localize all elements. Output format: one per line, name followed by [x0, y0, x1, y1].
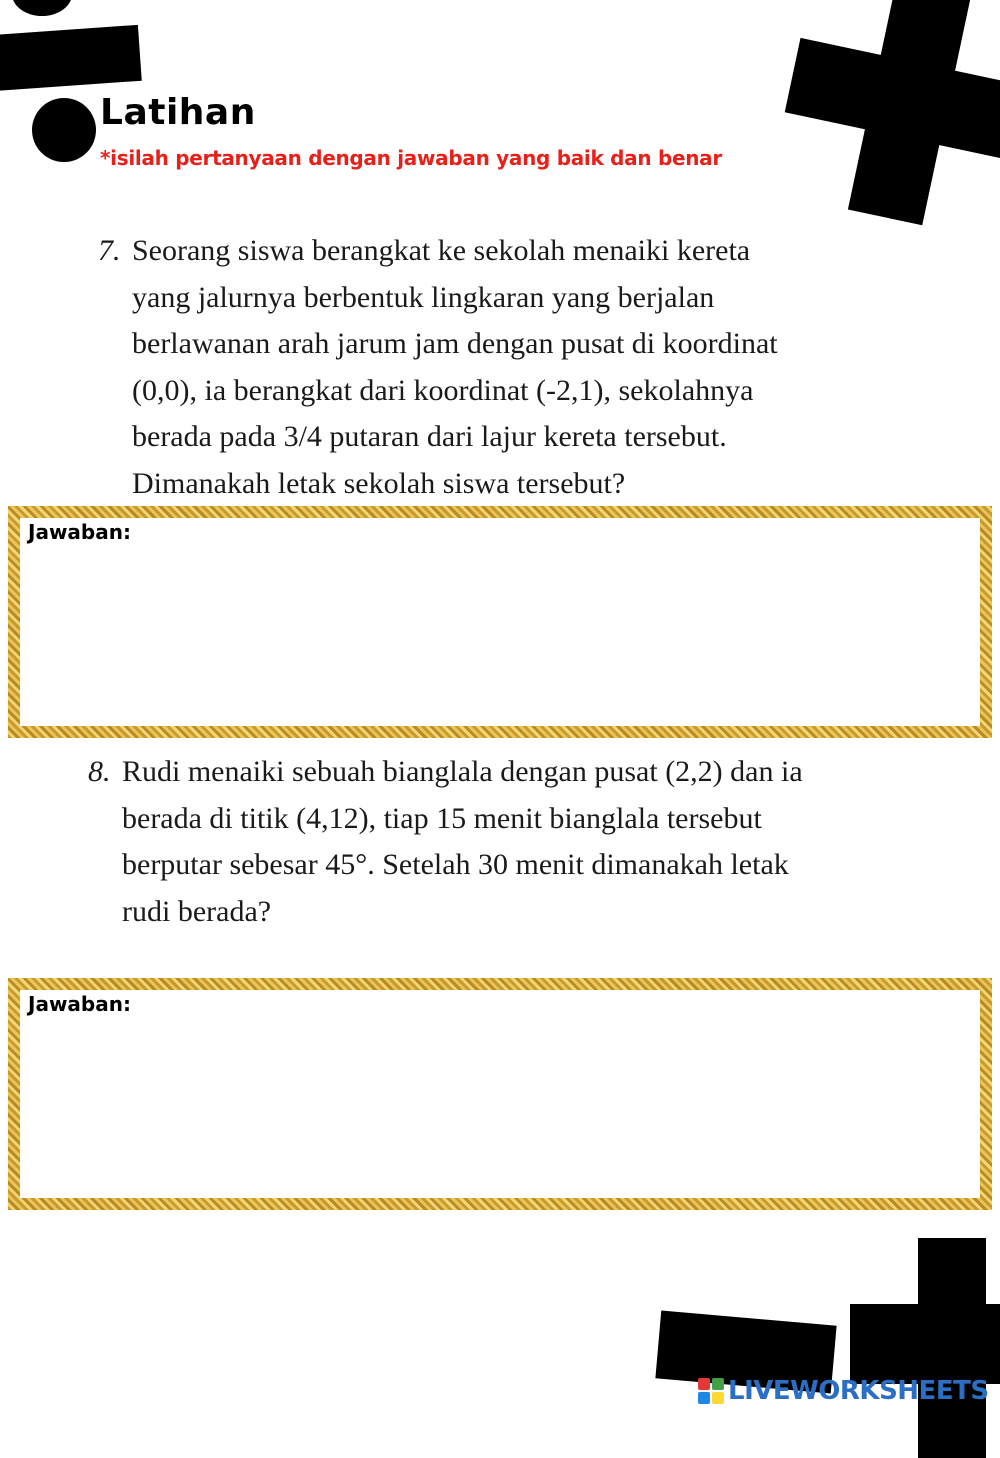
answer-box-8: [8, 978, 992, 1210]
page-title: Latihan: [100, 92, 256, 133]
question-text: Rudi menaiki sebuah bianglala dengan pusat (2,2) dan ia berada di titik (4,12), tiap 15 menit bianglala tersebut berputar sebesar 45°. Setelah 30 menit dimanakah letak rudi berada?: [122, 755, 803, 928]
liveworksheets-logo[interactable]: [698, 1376, 989, 1406]
answer-input-7[interactable]: [26, 550, 974, 720]
answer-label: Jawaban:: [28, 520, 131, 544]
decor-plus-bottom-right: [850, 1238, 1000, 1458]
question-7: [98, 228, 778, 507]
question-number: 7.: [98, 234, 121, 267]
question-text: Seorang siswa berangkat ke sekolah menaiki kereta yang jalurnya berbentuk lingkaran yang berjalan berlawanan arah jarum jam dengan pusat di koordinat (0,0), ia berangkat dari koordinat (-2,1), sekolahnya berada pada 3/4 putaran dari lajur kereta tersebut. Dimanakah letak sekolah siswa tersebut?: [132, 234, 778, 500]
answer-box-7: [8, 506, 992, 738]
liveworksheets-badge-icon: [698, 1378, 724, 1404]
question-number: 8.: [88, 755, 111, 788]
decor-circle-top-left: [12, 0, 72, 16]
decor-bar-top-left: [0, 25, 142, 91]
logo-text: LIVEWORKSHEETS: [728, 1376, 989, 1406]
answer-input-8[interactable]: [26, 1022, 974, 1192]
decor-circle-bullet: [32, 98, 96, 162]
answer-label: Jawaban:: [28, 992, 131, 1016]
decor-plus-top-right: [768, 0, 1000, 242]
page-subtitle: *isilah pertanyaan dengan jawaban yang baik dan benar: [100, 146, 722, 170]
question-8: [88, 749, 803, 935]
